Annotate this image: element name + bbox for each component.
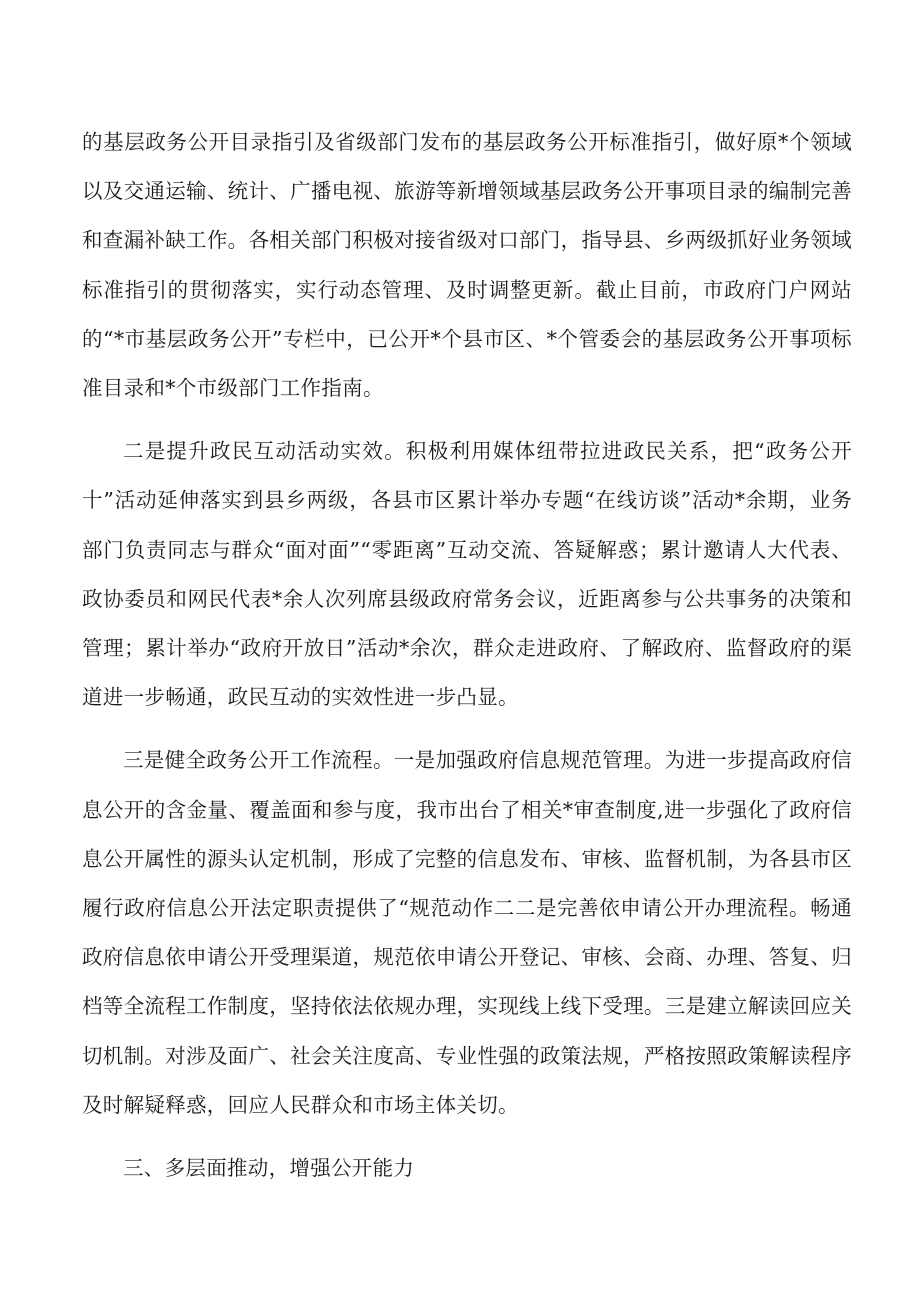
paragraph-continuation: 的基层政务公开目录指引及省级部门发布的基层政务公开标准指引，做好原*个领域以及交通运输、统计、广播电视、旅游等新增领域基层政务公开事项目录的编制完善和查漏补缺工作。各相关部门积极对接省级对口部门，指导县、乡两级抓好业务领域标准指引的贯彻落实，实行动态管理、及时调整更新。截止目前，市政府门户网站的“*市基层政务公开”专栏中，已公开*个县市区、*个管委会的基层政务公开事项标准目录和*个市级部门工作指南。 <box>82 130 852 401</box>
paragraph-workflow: 三是健全政务公开工作流程。一是加强政府信息规范管理。为进一步提高政府信息公开的含金量、覆盖面和参与度，我市出台了相关*审查制度,进一步强化了政府信息公开属性的源头认定机制，形成了完整的信息发布、审核、监督机制，为各县市区履行政府信息公开法定职责提供了“规范动作二二是完善依申请公开办理流程。畅通政府信息依申请公开受理渠道，规范依申请公开登记、审核、会商、办理、答复、归档等全流程工作制度，坚持依法依规办理，实现线上线下受理。三是建立解读回应关切机制。对涉及面广、社会关注度高、专业性强的政策法规，严格按照政策解读程序及时解疑释惑，回应人民群众和市场主体关切。 <box>82 748 852 1117</box>
document-body <box>82 118 852 1193</box>
section-heading: 三、多层面推动，增强公开能力 <box>123 1156 415 1181</box>
paragraph-interaction: 二是提升政民互动活动实效。积极利用媒体纽带拉进政民关系，把“政务公开十”活动延伸落实到县乡两级，各县市区累计举办专题“在线访谈”活动*余期，业务部门负责同志与群众“面对面”“零距离”互动交流、答疑解惑；累计邀请人大代表、政协委员和网民代表*余人次列席县级政府常务会议，近距离参与公共事务的决策和管理；累计举办“政府开放日”活动*余次，群众走进政府、了解政府、监督政府的渠道进一步畅通，政民互动的实效性进一步凸显。 <box>82 439 852 710</box>
